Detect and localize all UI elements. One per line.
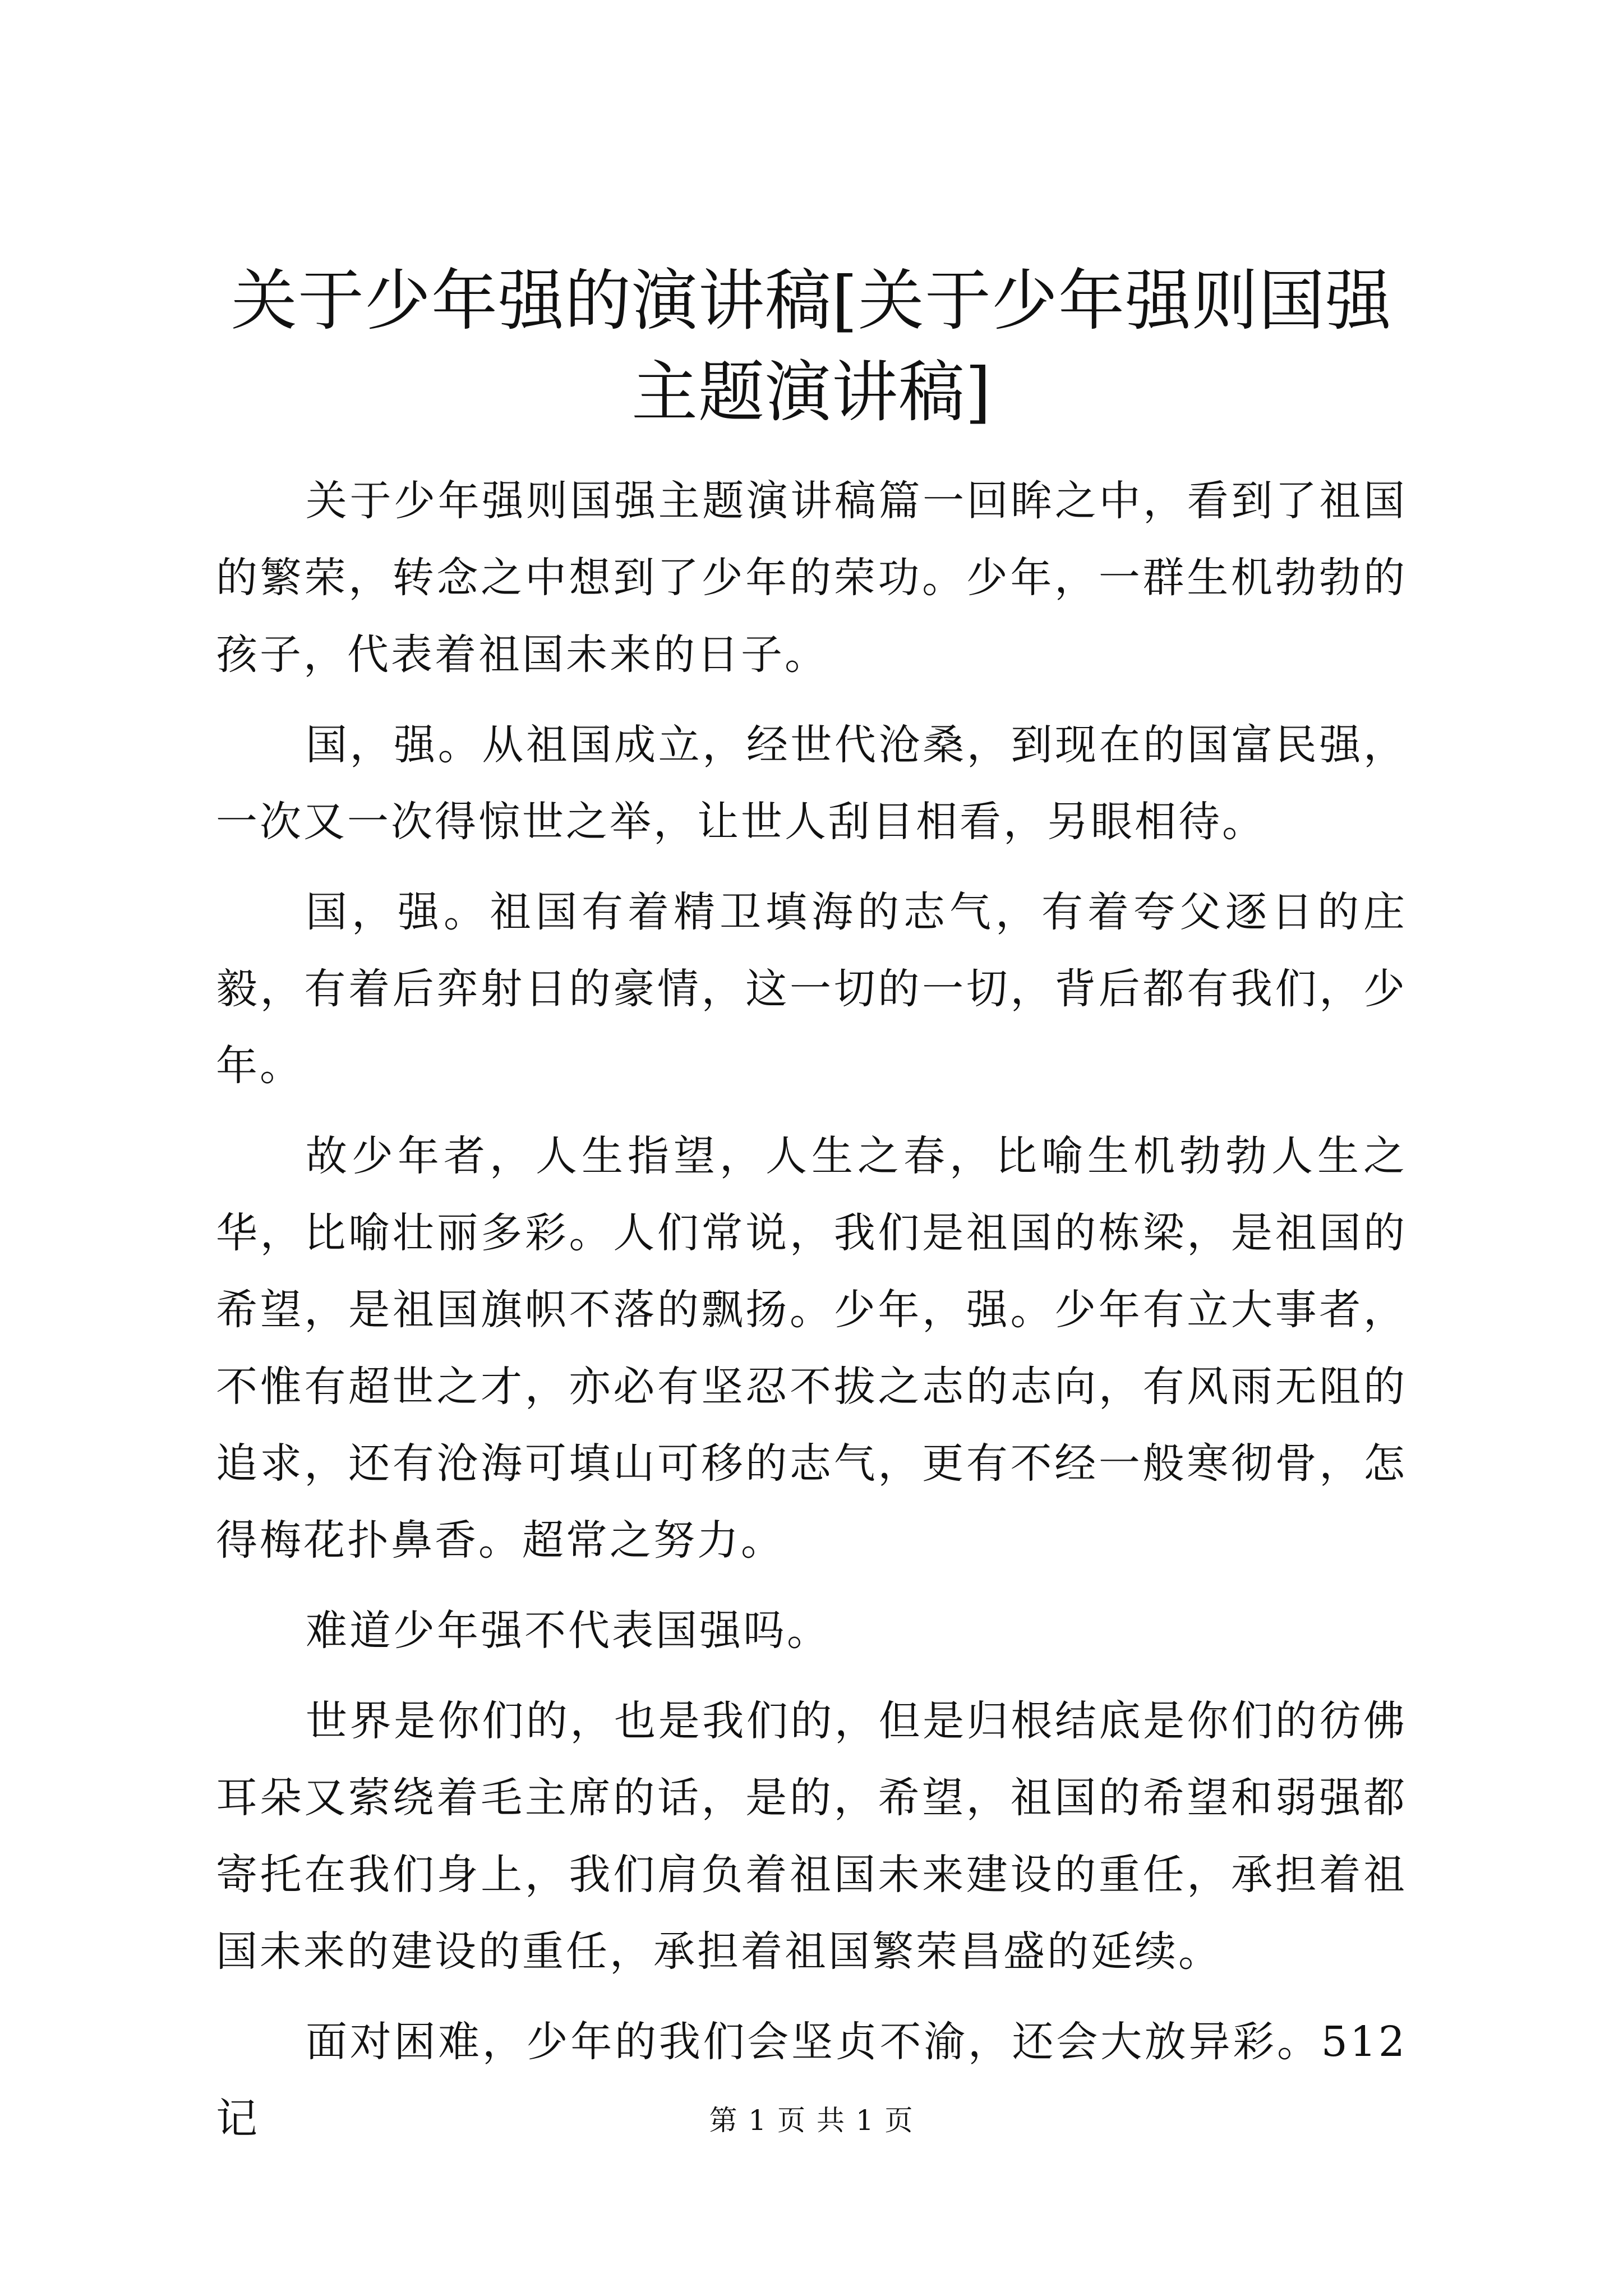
body-paragraph-3: 国，强。祖国有着精卫填海的志气，有着夸父逐日的庄毅，有着后弈射日的豪情，这一切的一切，背后都有我们，少年。 [216, 888, 1407, 1090]
body-paragraph-6: 世界是你们的，也是我们的，但是归根结底是你们的彷佛耳朵又萦绕着毛主席的话，是的，希望，祖国的希望和弱强都寄托在我们身上，我们肩负着祖国未来建设的重任，承担着祖国未来的建设的重任，承担着祖国繁荣昌盛的延续。 [216, 1697, 1407, 1976]
document-body [216, 463, 1407, 2171]
body-paragraph-2: 国，强。从祖国成立，经世代沧桑，到现在的国富民强，一次又一次得惊世之举，让世人刮目相看，另眼相待。 [216, 721, 1407, 846]
body-paragraph-4: 故少年者，人生指望，人生之春，比喻生机勃勃人生之华，比喻壮丽多彩。人们常说，我们是祖国的栋梁，是祖国的希望，是祖国旗帜不落的飘扬。少年，强。少年有立大事者，不惟有超世之才，亦必有坚忍不拔之志的志向，有风雨无阻的追求，还有沧海可填山可移的志气，更有不经一般寒彻骨，怎得梅花扑鼻香。超常之努力。 [216, 1132, 1407, 1565]
document-title: 关于少年强的演讲稿[关于少年强则国强主题演讲稿] [230, 262, 1393, 431]
body-paragraph-5: 难道少年强不代表国强吗。 [306, 1607, 831, 1655]
page-footer: 第 1 页 共 1 页 [709, 2104, 914, 2137]
body-paragraph-1: 关于少年强则国强主题演讲稿篇一回眸之中，看到了祖国的繁荣，转念之中想到了少年的荣功。少年，一群生机勃勃的孩子，代表着祖国未来的日子。 [216, 477, 1407, 679]
body-paragraph-7: 面对困难，少年的我们会坚贞不渝，还会大放异彩。512 记 [216, 2018, 1407, 2143]
